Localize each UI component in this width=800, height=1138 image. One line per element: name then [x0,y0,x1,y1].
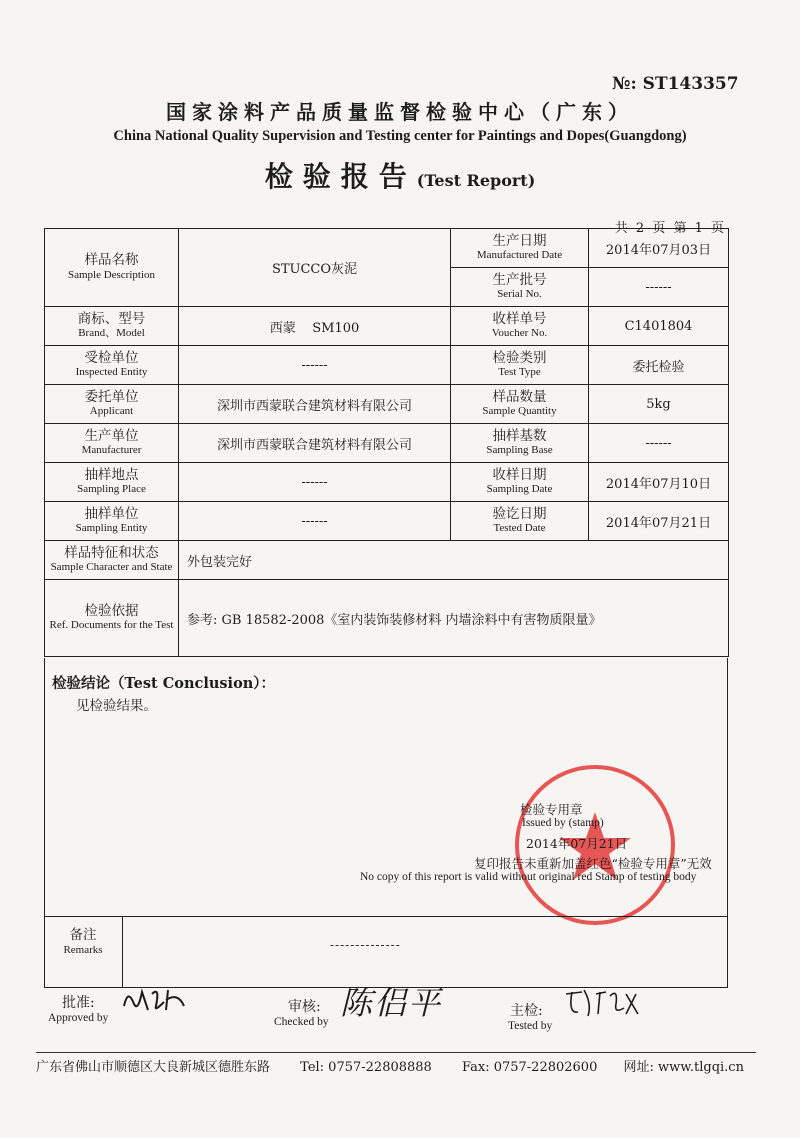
value-tested-date: 2014年07月21日 [589,502,729,541]
remarks-value: -------------- [330,938,401,952]
label-brand-model: 商标、型号 Brand、Model [45,307,179,346]
value-inspected-entity: ------ [179,346,451,385]
label-sample-description: 样品名称 Sample Description [45,229,179,307]
label-tested-date: 验讫日期 Tested Date [451,502,589,541]
checked-signature: 陈侣平 [340,984,443,1022]
table-row [45,307,729,346]
checked-label-en: Checked by [274,1016,329,1028]
table-row [45,385,729,424]
value-ref-documents: 参考: GB 18582-2008《室内装饰装修材料 内墙涂料中有害物质限量》 [179,580,729,657]
footer [36,1056,744,1075]
remarks-label: 备注 Remarks [63,927,103,956]
approved-signature [120,982,190,1016]
footer-address: 广东省佛山市顺德区大良新城区德胜东路 [36,1060,271,1075]
label-sampling-place: 抽样地点 Sampling Place [45,463,179,502]
checked-label: 审核: [288,999,321,1015]
tested-label: 主检: [510,1003,543,1019]
label-sampling-date: 收样日期 Sampling Date [451,463,589,502]
value-sample-quantity: 5kg [589,385,729,424]
label-ref-documents: 检验依据 Ref. Documents for the Test [45,580,179,657]
value-sampling-entity: ------ [179,502,451,541]
value-serial-no: ------ [589,268,729,307]
approved-label: 批准: [62,995,95,1011]
value-voucher-no: C1401804 [589,307,729,346]
report-title-en: (Test Report) [416,171,536,190]
table-row [45,541,729,580]
table-row [45,463,729,502]
value-sample-description: STUCCO灰泥 [179,229,451,307]
center-title-cn: 国家涂料产品质量监督检验中心（广东） [166,100,634,124]
value-brand-model: 西蒙 SM100 [179,307,451,346]
label-inspected-entity: 受检单位 Inspected Entity [45,346,179,385]
value-sample-character: 外包装完好 [179,541,729,580]
stamp-date: 2014年07月21日 [526,836,628,851]
table-row [45,580,729,657]
label-serial-no: 生产批号 Serial No. [451,268,589,307]
label-voucher-no: 收样单号 Voucher No. [451,307,589,346]
report-number: №: ST143357 [612,74,739,94]
value-manufactured-date: 2014年07月03日 [589,229,729,268]
page-count: 共 2 页 第 1 页 [614,221,726,236]
report-title [0,155,800,195]
approved-label-en: Approved by [48,1012,109,1024]
table-row [45,424,729,463]
conclusion-text: 见检验结果。 [76,698,157,714]
label-sample-quantity: 样品数量 Sample Quantity [451,385,589,424]
copy-notice-cn: 复印报告未重新加盖红色“检验专用章”无效 [474,856,712,871]
value-test-type: 委托检验 [589,346,729,385]
footer-divider [36,1052,756,1053]
label-manufactured-date: 生产日期 Manufactured Date [451,229,589,268]
info-table [44,228,729,657]
remarks-divider [122,916,123,987]
tested-label-en: Tested by [508,1020,553,1032]
value-sampling-place: ------ [179,463,451,502]
value-sampling-base: ------ [589,424,729,463]
footer-fax: Fax: 0757-22802600 [461,1060,598,1075]
tested-signature [562,984,642,1020]
conclusion-title: 检验结论（Test Conclusion）： [52,675,276,692]
copy-notice-en: No copy of this report is valid without original red Stamp of testing body [360,871,697,883]
value-applicant: 深圳市西蒙联合建筑材料有限公司 [179,385,451,424]
stamp-label-en: Issued by (stamp) [522,817,604,829]
label-test-type: 检验类别 Test Type [451,346,589,385]
value-sampling-date: 2014年07月10日 [589,463,729,502]
value-manufacturer: 深圳市西蒙联合建筑材料有限公司 [179,424,451,463]
label-manufacturer: 生产单位 Manufacturer [45,424,179,463]
label-applicant: 委托单位 Applicant [45,385,179,424]
label-sampling-base: 抽样基数 Sampling Base [451,424,589,463]
footer-tel: Tel: 0757-22808888 [300,1060,432,1075]
table-row [45,346,729,385]
table-row [45,502,729,541]
stamp-label-cn: 检验专用章 [520,802,583,817]
label-sample-character: 样品特征和状态 Sample Character and State [45,541,179,580]
center-title-en: China National Quality Supervision and Testing center for Paintings and Dopes(Guangdong) [113,128,687,144]
label-sampling-entity: 抽样单位 Sampling Entity [45,502,179,541]
footer-website[interactable]: 网址: www.tlgqi.cn [623,1060,744,1075]
report-title-cn: 检验报告 [264,160,417,193]
table-row [45,229,729,268]
